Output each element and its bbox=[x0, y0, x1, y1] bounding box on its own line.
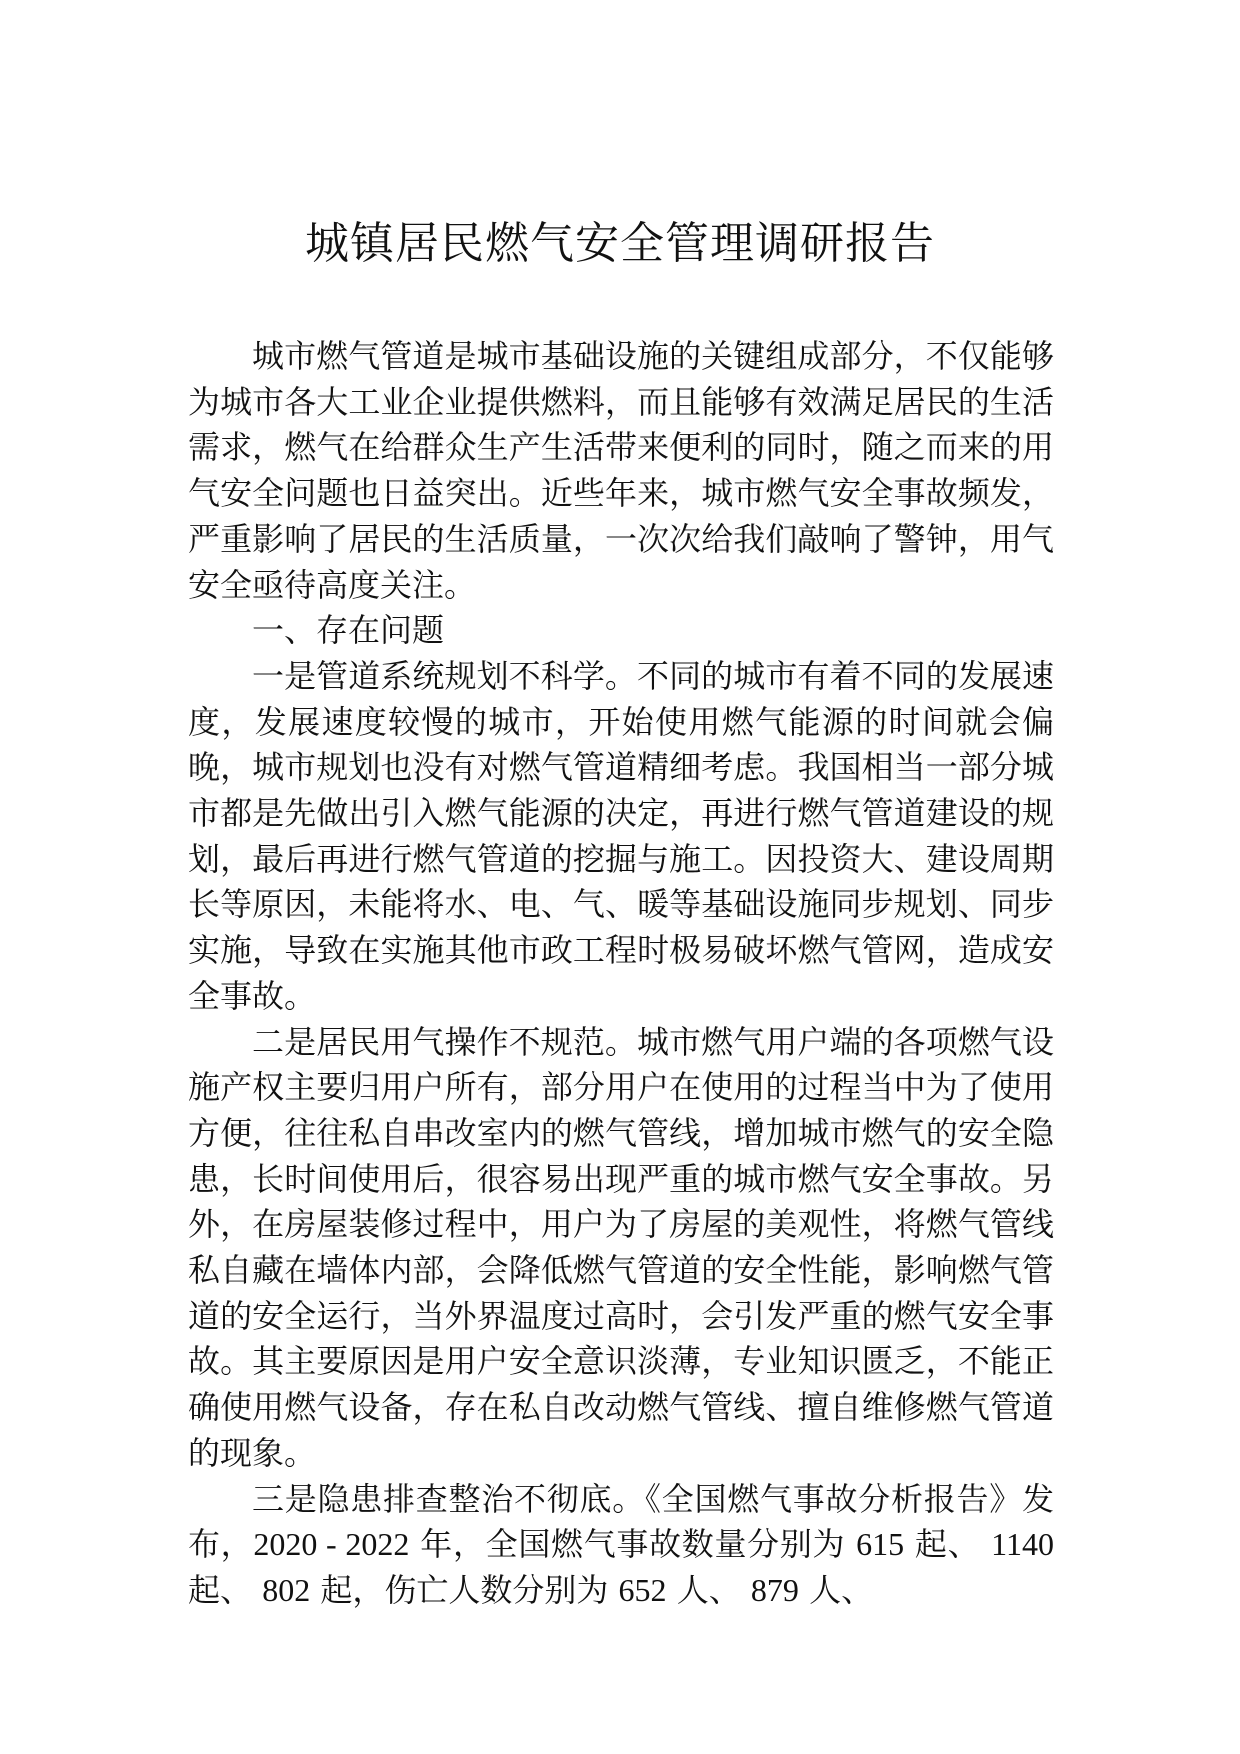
text-segment: - bbox=[317, 1526, 346, 1563]
text-segment: 人、 bbox=[666, 1570, 751, 1609]
section-heading-problems: 一、存在问题 bbox=[252, 611, 445, 650]
accident-count-2021: 1140 bbox=[991, 1526, 1054, 1563]
text-segment: 起、 bbox=[904, 1525, 992, 1564]
paragraph-pipeline-planning: 一是管道系统规划不科学。不同的城市有着不同的发展速度，发展速度较慢的城市，开始使用燃气能源的时间就会偏晚，城市规划也没有对燃气管道精细考虑。我国相当一部分城市都是先做出引入燃气能源的决定，再进行燃气管道建设的规划，最后再进行燃气管道的挖掘与施工。因投资大、建设周期长等原因，未能将水、电、气、暖等基础设施同步规划、同步实施，导致在实施其他市政工程时极易破坏燃气管网，造成安全事故。 bbox=[188, 656, 1054, 1015]
year-start: 2020 bbox=[253, 1526, 318, 1563]
text-segment: 人、 bbox=[798, 1570, 874, 1609]
accident-count-2020: 615 bbox=[856, 1526, 905, 1563]
paragraph-resident-usage: 二是居民用气操作不规范。城市燃气用户端的各项燃气设施产权主要归用户所有，部分用户在使用的过程当中为了使用方便，往往私自串改室内的燃气管线，增加城市燃气的安全隐患，长时间使用后，很容易出现严重的城市燃气安全事故。另外，在房屋装修过程中，用户为了房屋的美观性，将燃气管线私自藏在墙体内部，会降低燃气管道的安全性能，影响燃气管道的安全运行，当外界温度过高时，会引发严重的燃气安全事故。其主要原因是用户安全意识淡薄，专业知识匮乏，不能正确使用燃气设备，存在私自改动燃气管线、擅自维修燃气管道的现象。 bbox=[188, 1022, 1054, 1472]
year-end: 2022 bbox=[345, 1526, 410, 1563]
document-body bbox=[188, 334, 1054, 1614]
accident-count-2022: 802 bbox=[262, 1571, 311, 1608]
paragraph-hazard-inspection bbox=[188, 1477, 1054, 1614]
text-segment: 起、 bbox=[188, 1570, 263, 1609]
casualty-count-2020: 652 bbox=[618, 1571, 667, 1608]
paragraph-intro: 城市燃气管道是城市基础设施的关键组成部分，不仅能够为城市各大工业企业提供燃料，而且能够有效满足居民的生活需求，燃气在给群众生产生活带来便利的同时，随之而来的用气安全问题也日益突出。近些年来，城市燃气安全事故频发，严重影响了居民的生活质量，一次次给我们敲响了警钟，用气安全亟待高度关注。 bbox=[188, 337, 1054, 604]
document-title: 城镇居民燃气安全管理调研报告 bbox=[305, 218, 935, 269]
text-segment: 三是隐患排查整治不彻底。《全国燃气事故分析报告》发布， bbox=[188, 1479, 1054, 1564]
casualty-count-2021: 879 bbox=[750, 1571, 799, 1608]
text-segment: 年，全国燃气事故数量分别为 bbox=[409, 1525, 857, 1564]
text-segment: 起，伤亡人数分别为 bbox=[310, 1570, 619, 1609]
